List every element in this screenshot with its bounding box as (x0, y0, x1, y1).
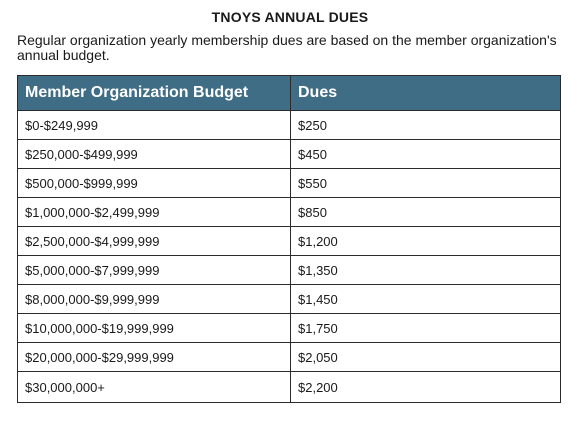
table-row (18, 256, 561, 285)
budget-cell: $1,000,000-$2,499,999 (18, 198, 291, 227)
dues-description: Regular organization yearly membership dues are based on the member organization's annual budget. (17, 32, 557, 63)
table-row (18, 140, 561, 169)
dues-cell: $1,450 (291, 285, 561, 314)
table-row (18, 372, 561, 403)
dues-cell: $1,750 (291, 314, 561, 343)
table-row (18, 198, 561, 227)
budget-cell: $500,000-$999,999 (18, 169, 291, 198)
budget-cell: $250,000-$499,999 (18, 140, 291, 169)
dues-cell: $2,050 (291, 343, 561, 372)
table-row (18, 227, 561, 256)
budget-cell: $30,000,000+ (18, 372, 291, 403)
header-budget: Member Organization Budget (18, 76, 291, 111)
table-header-row (18, 76, 561, 111)
header-dues: Dues (291, 76, 561, 111)
dues-cell: $1,350 (291, 256, 561, 285)
budget-cell: $0-$249,999 (18, 111, 291, 140)
budget-cell: $8,000,000-$9,999,999 (18, 285, 291, 314)
page-title: TNOYS ANNUAL DUES (211, 9, 369, 25)
budget-cell: $2,500,000-$4,999,999 (18, 227, 291, 256)
dues-table (17, 75, 561, 403)
dues-cell: $850 (291, 198, 561, 227)
dues-cell: $1,200 (291, 227, 561, 256)
table-row (18, 111, 561, 140)
dues-cell: $550 (291, 169, 561, 198)
table-row (18, 314, 561, 343)
budget-cell: $20,000,000-$29,999,999 (18, 343, 291, 372)
table-row (18, 285, 561, 314)
dues-cell: $250 (291, 111, 561, 140)
budget-cell: $10,000,000-$19,999,999 (18, 314, 291, 343)
dues-cell: $450 (291, 140, 561, 169)
table-row (18, 169, 561, 198)
dues-cell: $2,200 (291, 372, 561, 403)
budget-cell: $5,000,000-$7,999,999 (18, 256, 291, 285)
table-row (18, 343, 561, 372)
